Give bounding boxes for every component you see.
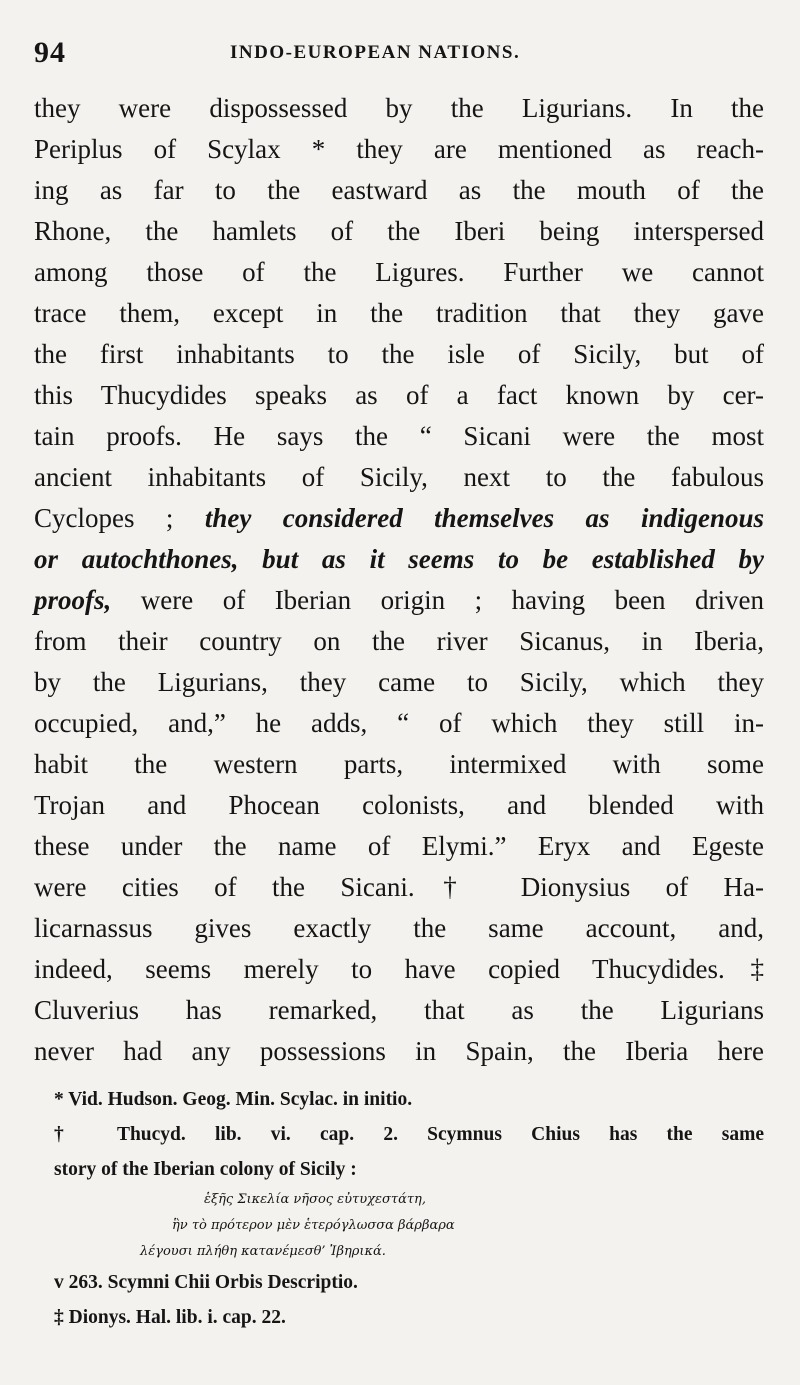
text-line: Cluverius has remarked, that as the Ligurians [34, 995, 764, 1025]
text-line: ing as far to the eastward as the mouth of the [34, 175, 764, 205]
body-text [34, 88, 764, 1072]
greek-verse-line: λέγουσι πλήθη κατανέμεσθ’ Ἰβηρικά. [140, 1244, 386, 1259]
text-line [34, 498, 764, 539]
running-head [34, 32, 764, 84]
text-line: ancient inhabitants of Sicily, next to the fabulous [34, 462, 764, 492]
footnote-2-reference: v 263. Scymni Chii Orbis Descriptio. [54, 1272, 358, 1293]
text-line: they were dispossessed by the Ligurians. In the [34, 93, 764, 123]
text-line: were cities of the Sicani.† Dionysius of Ha- [34, 872, 764, 902]
footnote-2: † Thucyd. lib. vi. cap. 2. Scymnus Chius has the same [54, 1124, 764, 1145]
running-title: INDO-EUROPEAN NATIONS. [230, 42, 521, 63]
text-line: the first inhabitants to the isle of Sicily, but of [34, 339, 764, 369]
page-number: 94 [34, 36, 66, 69]
greek-verse-line: ἑξῆς Σικελία νῆσος εὐτυχεστάτη, [204, 1192, 426, 1207]
text-line: tain proofs. He says the “ Sicani were the most [34, 421, 764, 451]
text-segment: were of Iberian origin ; having been driven [140, 585, 765, 615]
text-line [34, 539, 764, 580]
text-line: habit the western parts, intermixed with some [34, 749, 764, 779]
text-line: indeed, seems merely to have copied Thucydides.‡ [34, 954, 764, 984]
italic-segment: or autochthones, but as it seems to be established by [34, 544, 764, 574]
text-line: Rhone, the hamlets of the Iberi being interspersed [34, 216, 764, 246]
greek-verse-line: ἣν τὸ πρότερον μὲν ἑτερόγλωσσα βάρβαρα [172, 1218, 455, 1233]
text-segment: Cyclopes ; [34, 503, 174, 533]
italic-segment: proofs, [34, 585, 112, 615]
text-line: this Thucydides speaks as of a fact known by cer- [34, 380, 764, 410]
text-line: from their country on the river Sicanus, in Iberia, [34, 626, 764, 656]
text-line: occupied, and,” he adds, “ of which they still in- [34, 708, 764, 738]
text-line: never had any possessions in Spain, the Iberia here [34, 1036, 764, 1066]
footnote-3: ‡ Dionys. Hal. lib. i. cap. 22. [54, 1307, 286, 1328]
text-line: licarnassus gives exactly the same account, and, [34, 913, 764, 943]
footnote-2-cont: story of the Iberian colony of Sicily : [54, 1159, 357, 1180]
text-line: these under the name of Elymi.” Eryx and Egeste [34, 831, 764, 861]
book-page [34, 32, 764, 1372]
text-line: Trojan and Phocean colonists, and blended with [34, 790, 764, 820]
italic-segment: they considered themselves as indigenous [204, 503, 764, 533]
text-line: trace them, except in the tradition that they gave [34, 298, 764, 328]
text-line: among those of the Ligures. Further we cannot [34, 257, 764, 287]
text-line: Periplus of Scylax * they are mentioned as reach- [34, 134, 764, 164]
text-line: by the Ligurians, they came to Sicily, which they [34, 667, 764, 697]
footnote-1: * Vid. Hudson. Geog. Min. Scylac. in initio. [54, 1089, 413, 1110]
text-line [34, 580, 764, 621]
footnotes [54, 1082, 764, 1335]
